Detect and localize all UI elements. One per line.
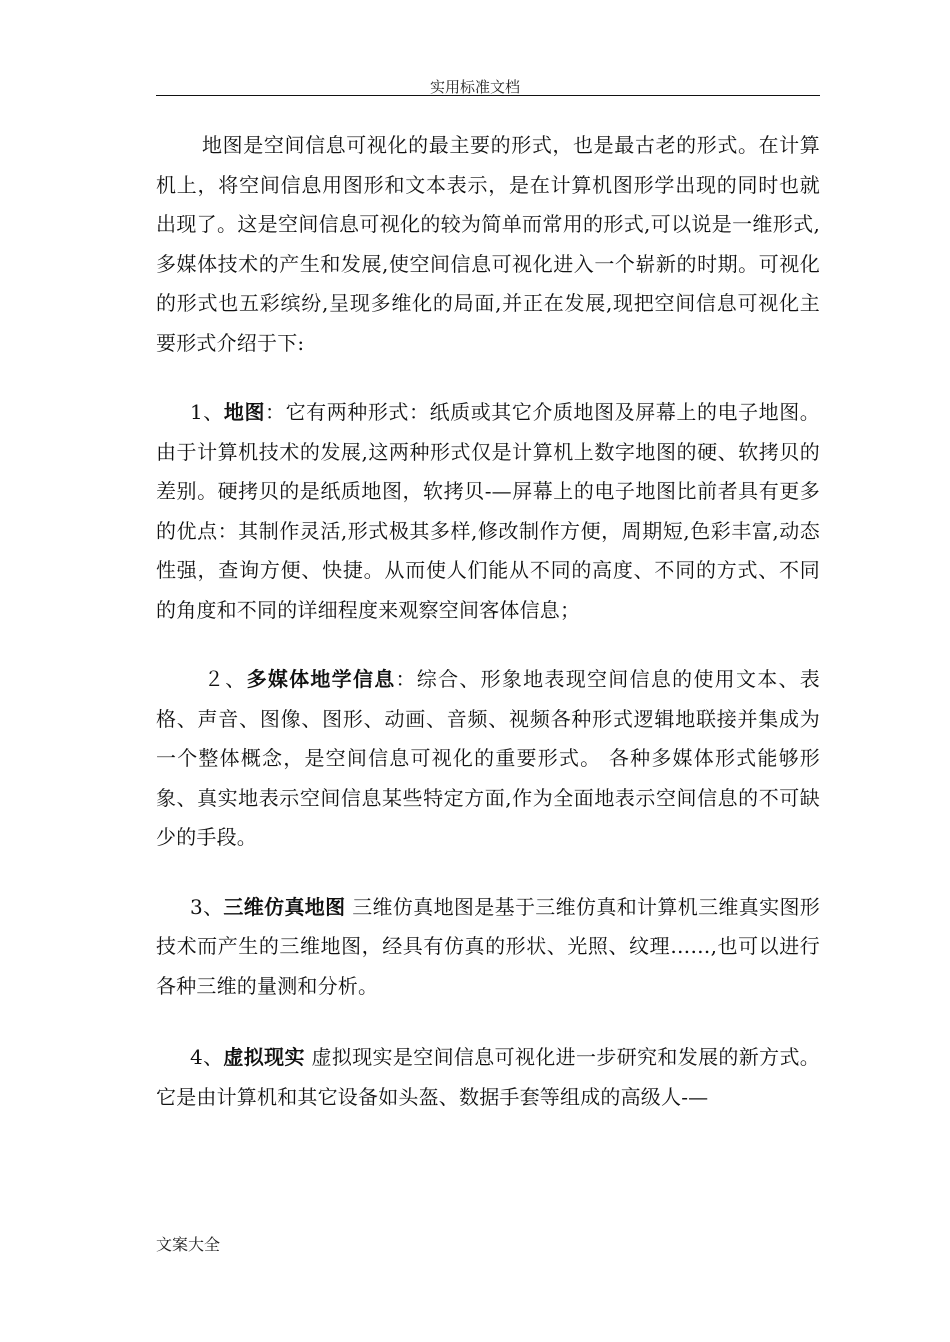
section-heading-map: 地图 [223, 400, 266, 424]
document-body [156, 126, 820, 1117]
section-heading-3d-map: 三维仿真地图 [223, 894, 346, 919]
section-paragraph-map [156, 393, 820, 630]
paragraph-spacer [156, 363, 820, 393]
header-divider [156, 95, 820, 96]
section-number: 4、 [190, 1045, 224, 1069]
section-text: 综合、形象地表现空间信息的使用文本、表格、声音、图像、图形、动画、音频、视频各种形式逻辑地联接并集成为一个整体概念，是空间信息可视化的重要形式。 各种多媒体形式能够形象、真实地表示空间信息某些特定方面,作为全面地表示空间信息的不可缺少的手段。 [156, 667, 820, 849]
section-paragraph-3d-map [156, 888, 820, 1007]
section-number: ２、 [204, 667, 247, 691]
intro-paragraph: 地图是空间信息可视化的最主要的形式，也是最古老的形式。在计算机上，将空间信息用图形和文本表示，是在计算机图形学出现的同时也就出现了。这是空间信息可视化的较为简单而常用的形式,可以说是一维形式,多媒体技术的产生和发展,使空间信息可视化进入一个崭新的时期。可视化的形式也五彩缤纷,呈现多维化的局面,并正在发展,现把空间信息可视化主要形式介绍于下: [156, 133, 820, 355]
section-text: 三维仿真地图是基于三维仿真和计算机三维真实图形技术而产生的三维地图，经具有仿真的形状、光照、纹理……,也可以进行各种三维的量测和分析。 [156, 894, 820, 998]
section-heading-multimedia: 多媒体地学信息 [246, 667, 396, 691]
paragraph-spacer [156, 630, 820, 660]
page-header-title: 实用标准文档 [429, 78, 520, 96]
section-paragraph-multimedia [156, 660, 820, 858]
section-separator [305, 1045, 312, 1069]
paragraph-spacer [156, 858, 820, 888]
section-text: 虚拟现实是空间信息可视化进一步研究和发展的新方式。它是由计算机和其它设备如头盔、数据手套等组成的高级人-— [156, 1045, 820, 1109]
page-footer-text: 文案大全 [156, 1235, 221, 1254]
section-text: 它有两种形式：纸质或其它介质地图及屏幕上的电子地图。由于计算机技术的发展,这两种形式仅是计算机上数字地图的硬、软拷贝的差别。硬拷贝的是纸质地图，软拷贝-—屏幕上的电子地图比前者具有更多的优点：其制作灵活,形式极其多样,修改制作方便，周期短,色彩丰富,动态性强，查询方便、快捷。从而使人们能从不同的高度、不同的方式、不同的角度和不同的详细程度来观察空间客体信息； [156, 400, 821, 622]
section-heading-vr: 虚拟现实 [223, 1045, 305, 1069]
section-separator: ： [265, 400, 286, 424]
section-number: 1、 [190, 400, 224, 424]
section-paragraph-vr [156, 1038, 820, 1117]
section-number: 3、 [190, 894, 224, 919]
section-separator: ： [395, 667, 417, 691]
paragraph-spacer [156, 1006, 820, 1038]
